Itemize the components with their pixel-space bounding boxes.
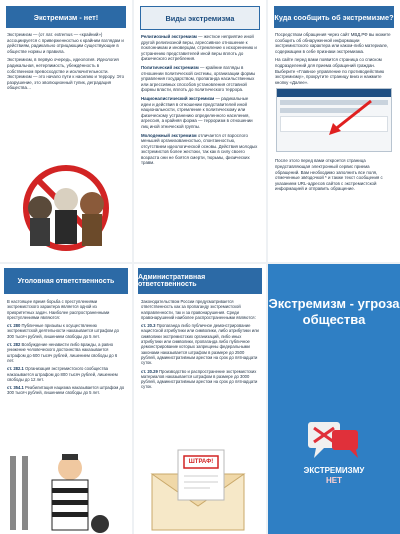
criminal-article: ст. 280 Публичные призывы к осуществлению экстремистской деятельности наказывается штрафом до 300 тысяч рублей, лишением свободы до 5 лет. xyxy=(7,323,119,339)
type-heading: Политический экстремизм xyxy=(141,64,199,70)
bottom-row xyxy=(0,264,400,534)
admin-article: ст. 20.3 Пропаганда либо публичное демонстрирование нацистской атрибутики или символики, либо атрибутики или символики экстремистских организаций, либо иных атрибутики или символики, пропаганда либо публичное демонстрирование которых запрещены федеральными законами наказывается штрафом в размере до 2500 рублей, административным арестом на срок до пятнадцати суток. xyxy=(141,323,259,366)
criminal-liability xyxy=(0,264,132,534)
logo-line-2: НЕТ xyxy=(326,476,342,485)
fine-stamp: ШТРАФ! xyxy=(188,459,214,465)
column-types xyxy=(134,0,266,262)
type-item xyxy=(141,65,259,93)
criminal-title: Уголовная ответственность xyxy=(4,268,128,294)
col3-paragraph-1: Посредством обращения через сайт МВД.РФ вы можете сообщить об обнаруженной информации экстремистского характера или каком-либо материале, содержащем в себе признаки экстремизма. xyxy=(275,32,391,54)
col2-title: Виды экстремизма xyxy=(140,6,260,30)
criminal-article: ст. 282.1 Организация экстремистского сообщества наказывается штрафом до 800 тысяч рублей, лишением свободы до 12 лет. xyxy=(7,366,118,382)
type-heading: Религиозный экстремизм xyxy=(141,34,197,39)
figure-1-icon xyxy=(28,196,52,220)
col3-paragraph-3: После этого перед вами откроется страница представляющая электронный сервис приема обращений. Вам необходимо заполнить все поля, отмеченные звёздочкой * и также текст сообщения с указанием URL-адресов сайтов с экстремистской информацией и отправить обращение. xyxy=(275,158,383,192)
type-text: — радикальные идеи и действия в отношении представителей иной национальности, стремление к политическому или физическому устранению определенного населения, агрессия, а крайняя форма — терроризм в отношении лиц иной этнической группы. xyxy=(141,95,253,129)
hooded-figure-icon xyxy=(80,192,104,216)
type-heading: Националистический экстремизм xyxy=(141,95,215,101)
threat-panel xyxy=(268,264,400,534)
extremism-prohibition-illustration xyxy=(0,160,132,256)
col2-text xyxy=(134,30,266,166)
column-extremism-no xyxy=(0,0,132,262)
criminal-article: ст. 282 Возбуждение ненависти либо вражды, а равно унижение человеческого достоинства наказывается штрафом до 600 тысяч рублей, лишением свободы до 6 лет. xyxy=(7,342,118,363)
type-text: отличается от взрослого меньшей организованностью, спонтанностью, отсутствием идеологической основы. Действия молодых экстремистов более жестоки, так как в силу своего возраста они не боятся смерти, тюрьмы, физических травм. xyxy=(141,132,258,166)
site-header-bar xyxy=(277,89,391,97)
criminal-article: ст. 354.1 Реабилитация нацизма наказывается штрафом до 300 тысяч рублей, лишением свободы до 5 лет. xyxy=(7,385,125,396)
type-item xyxy=(141,133,259,167)
admin-article: ст. 20.29 Производство и распространение экстремистских материалов наказывается штрафом в размере до 3000 рублей, административным арестом на срок до пятнадцати суток. xyxy=(141,368,258,390)
website-screenshot xyxy=(276,88,392,152)
col3-paragraph-2: На сайте перед вами появится страница со списком подразделений для приема обращений граждан. Выберите «Главное управление по противодействию экстремизму», прокрутите страницу вниз и нажмите кнопку «Далее». xyxy=(275,57,385,85)
ball-and-chain-icon xyxy=(91,515,109,533)
admin-intro: Законодательством России предусматривается ответственность как за пропаганду экстремистской направленности, так и за правонарушения. Среди правонарушений наиболее распространенными являются: xyxy=(141,299,256,320)
col1-title: Экстремизм - нет! xyxy=(6,6,126,28)
type-item xyxy=(141,34,259,62)
col1-paragraph-2: Экстремизм, в первую очередь, идеология. Идеология радикальная, нетерпимость, убеждённость в собственном превосходстве и исключительности. Экстремизм — это начало пути к насилию и террору. Это разрушение, это эволюционный тупик, деградация общества… xyxy=(7,57,125,91)
type-heading: Молодежный экстремизм xyxy=(141,132,197,138)
type-text: — жесткое неприятие иной другой религиозной веры, агрессивное отношение к поклонникам и иноверцам, стремление к искоренению и устранению представителей иной веры вплоть до физического истребления. xyxy=(141,34,257,62)
red-arrow-icon xyxy=(325,97,375,137)
col1-text xyxy=(0,28,132,91)
col3-text xyxy=(268,28,400,85)
type-item xyxy=(141,96,259,130)
threat-title: Экстремизм - угроза общества xyxy=(268,296,400,327)
col3-title: Куда сообщить об экстремизме? xyxy=(274,6,394,28)
criminal-intro: В настоящее время борьба с преступлениями экстремистского характера является одной из приоритетных задач. Наиболее распространенными преступлениями являются: xyxy=(7,299,110,320)
mask-figure-icon xyxy=(54,188,78,212)
administrative-liability xyxy=(134,264,266,534)
logo-line-1: ЭКСТРЕМИЗМУ xyxy=(303,466,365,475)
prisoner-illustration xyxy=(0,448,132,534)
column-report xyxy=(268,0,400,262)
col1-paragraph-1: Экстремизм — (от лат. extremus — «крайний») ассоциируется с приверженностью к крайним взглядам и действиям, радикально отрицающим существующие в обществе нормы и правила. xyxy=(7,32,124,54)
type-text: — крайние взгляды в отношении политической системы, организации формы управления государством, пропаганда насильственных или агрессивных способов установления отставной формы власти, вплоть до политического террора. xyxy=(141,64,256,93)
admin-title: Административная ответственность xyxy=(138,268,262,294)
extremism-no-logo-icon xyxy=(304,414,364,464)
